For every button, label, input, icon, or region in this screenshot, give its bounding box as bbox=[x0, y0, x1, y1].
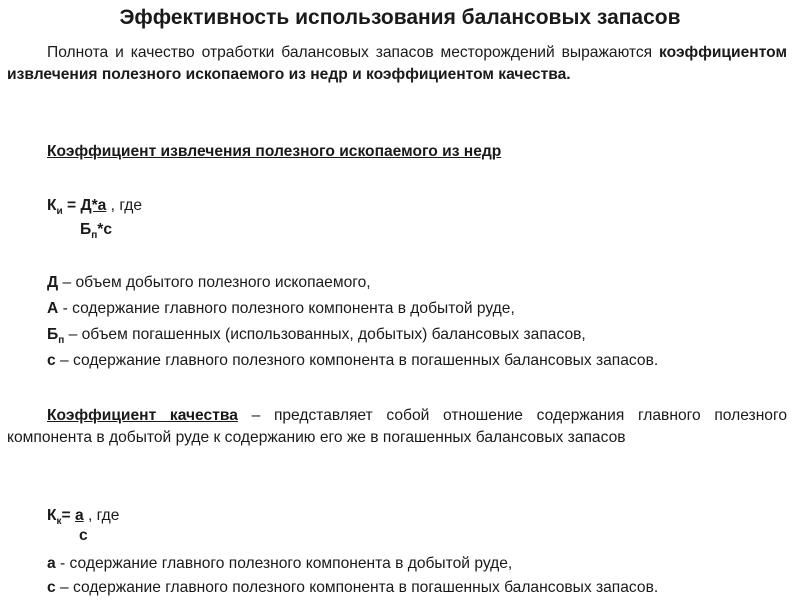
def-symbol: с bbox=[47, 352, 56, 369]
formula-eq: = bbox=[61, 507, 75, 524]
def-symbol: Д bbox=[47, 274, 59, 291]
formula-where: , где bbox=[83, 507, 120, 524]
formula-lhs-sub: к bbox=[56, 516, 62, 527]
def-row-2 bbox=[47, 325, 586, 347]
intro-text: Полнота и качество отработки балансовых запасов месторождений выражаются bbox=[47, 44, 660, 61]
denom-rest: *с bbox=[97, 221, 113, 238]
quality-formula bbox=[47, 506, 119, 528]
def-row-0 bbox=[47, 273, 371, 293]
def-symbol: Б bbox=[47, 326, 59, 343]
quality-heading: Коэффициент качества bbox=[47, 407, 238, 424]
intro-paragraph bbox=[7, 42, 787, 86]
formula-lhs: К bbox=[47, 197, 57, 214]
def-text: – объем погашенных (использованных, добытых) балансовых запасов, bbox=[64, 326, 586, 343]
extraction-formula bbox=[47, 196, 142, 218]
intro-bold-text: коэффициентом извлечения полезного ископаемого из недр и коэффициентом качества. bbox=[7, 44, 787, 83]
def-text: – объем добытого полезного ископаемого, bbox=[58, 274, 371, 291]
formula-where: , где bbox=[106, 197, 143, 214]
def-text: - содержание главного полезного компонента в добытой руде, bbox=[55, 555, 513, 572]
formula-numerator: Д*а bbox=[80, 197, 107, 214]
formula-lhs-sub: и bbox=[56, 206, 63, 217]
def-symbol: с bbox=[47, 579, 56, 596]
quality-text: – представляет собой отношение содержания главного полезного компонента в добытой руде к содержанию его же в погашенных балансовых запасов bbox=[7, 407, 787, 446]
page-title: Эффективность использования балансовых запасов bbox=[119, 6, 681, 29]
quality-def-row-1 bbox=[47, 578, 658, 598]
def-symbol-sub: п bbox=[58, 335, 65, 346]
formula-lhs: К bbox=[47, 507, 57, 524]
def-row-3 bbox=[47, 351, 658, 371]
formula-eq: = bbox=[62, 197, 81, 214]
denom-sub: п bbox=[91, 230, 98, 241]
def-text: – содержание главного полезного компонента в погашенных балансовых запасов. bbox=[55, 579, 659, 596]
quality-def-row-0 bbox=[47, 554, 512, 574]
def-symbol: А bbox=[47, 300, 59, 317]
def-symbol: а bbox=[47, 555, 56, 572]
extraction-formula-denominator bbox=[80, 220, 112, 242]
quality-paragraph bbox=[7, 405, 787, 449]
def-text: - содержание главного полезного компонента в добытой руде, bbox=[58, 300, 515, 317]
formula-numerator: а bbox=[75, 507, 84, 524]
denom-main: Б bbox=[80, 221, 92, 238]
extraction-heading: Коэффициент извлечения полезного ископаемого из недр bbox=[47, 143, 502, 160]
def-row-1 bbox=[47, 299, 515, 319]
def-text: – содержание главного полезного компонента в погашенных балансовых запасов. bbox=[55, 352, 659, 369]
quality-formula-denominator: с bbox=[79, 527, 88, 544]
